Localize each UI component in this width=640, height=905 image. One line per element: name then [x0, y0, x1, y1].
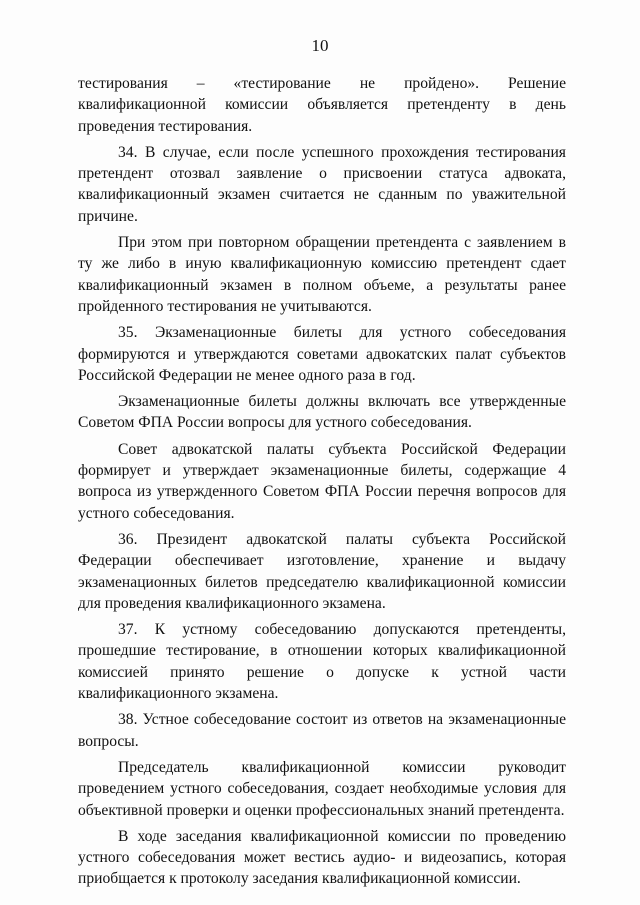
paragraph-item-37: 37. К устному собеседованию допускаются претенденты, прошедшие тестирование, в отношении которых квалификационной комиссией принято решение о допуске к устной части квалификационного экзамена.	[78, 621, 566, 703]
paragraph-item-34-note: При этом при повторном обращении претендента с заявлением в ту же либо в иную квалификационную комиссию претендент сдает квалификационный экзамен в полном объеме, а результаты ранее пройденного тестирования не учитываются.	[78, 234, 566, 315]
paragraph-item-38-chair: Председатель квалификационной комиссии руководит проведением устного собеседования, создает необходимые условия для объективной проверки и оценки профессиональных знаний претендента.	[78, 758, 566, 819]
paragraph-item-35-content: Экзаменационные билеты должны включать все утвержденные Советом ФПА России вопросы для устного собеседования.	[78, 393, 566, 432]
document-body	[78, 73, 566, 895]
paragraph-item-34: 34. В случае, если после успешного прохождения тестирования претендент отозвал заявление о присвоении статуса адвоката, квалификационный экзамен считается не сданным по уважительной причине.	[78, 143, 566, 225]
paragraph-item-38-recording: В ходе заседания квалификационной комиссии по проведению устного собеседования может вестись аудио- и видеозапись, которая приобщается к протоколу заседания квалификационной комиссии.	[78, 827, 566, 888]
paragraph-continuation: тестирования – «тестирование не пройдено». Решение квалификационной комиссии объявляется претенденту в день проведения тестирования.	[78, 75, 566, 135]
page-number: 10	[311, 36, 329, 55]
paragraph-item-35: 35. Экзаменационные билеты для устного собеседования формируются и утверждаются советами адвокатских палат субъектов Российской Федерации не менее одного раза в год.	[78, 324, 566, 384]
paragraph-item-36: 36. Президент адвокатской палаты субъекта Российской Федерации обеспечивает изготовление, хранение и выдачу экзаменационных билетов председателю квалификационной комиссии для проведения квалификационного экзамена.	[78, 530, 566, 612]
paragraph-item-35-council: Совет адвокатской палаты субъекта Российской Федерации формирует и утверждает экзаменационные билеты, содержащие 4 вопроса из утвержденного Советом ФПА России перечня вопросов для устного собеседования.	[78, 440, 566, 522]
paragraph-item-38: 38. Устное собеседование состоит из ответов на экзаменационные вопросы.	[78, 711, 566, 750]
